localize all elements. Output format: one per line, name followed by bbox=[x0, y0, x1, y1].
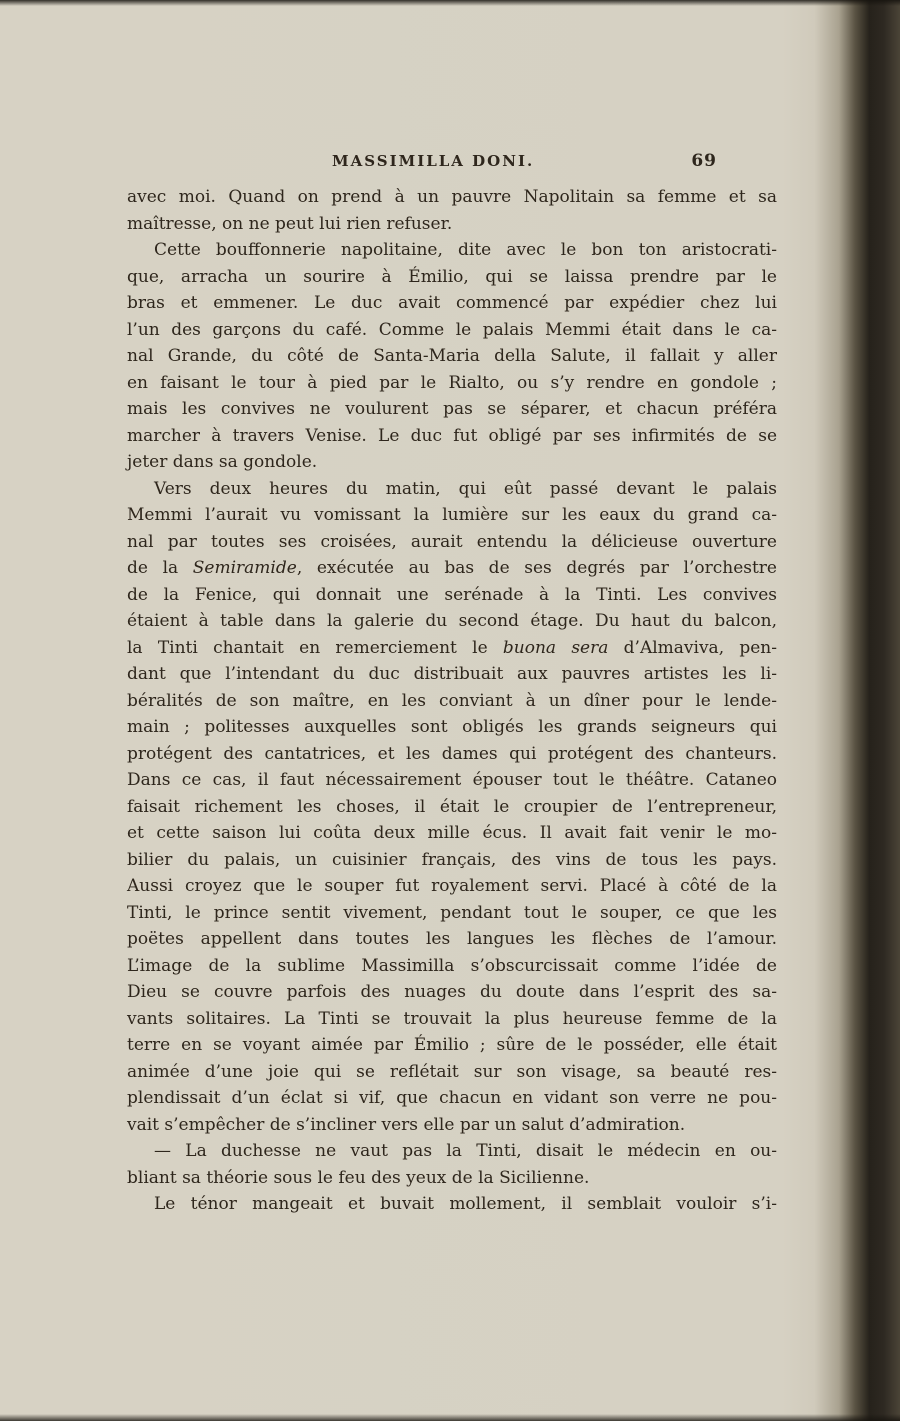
text-segment: animée d’une joie qui se reflétait sur son visage, sa beauté res- bbox=[127, 1061, 777, 1082]
text-segment: marcher à travers Venise. Le duc fut obligé par ses infirmités de se bbox=[127, 425, 777, 446]
text-line bbox=[127, 767, 777, 794]
text-line bbox=[127, 211, 777, 238]
body-text bbox=[127, 184, 777, 1218]
text-segment: étaient à table dans la galerie du second étage. Du haut du balcon, bbox=[127, 611, 777, 631]
text-segment: , exécutée au bas de ses degrés par l’orchestre bbox=[296, 558, 777, 578]
text-segment: bliant sa théorie sous le feu des yeux de la Sicilienne. bbox=[127, 1167, 590, 1188]
text-segment: mais les convives ne voulurent pas se séparer, et chacun préféra bbox=[127, 399, 777, 419]
page-edge-shadow-top bbox=[0, 0, 900, 6]
text-line bbox=[127, 476, 777, 503]
text-line bbox=[127, 370, 777, 397]
text-segment: Dans ce cas, il faut nécessairement épouser tout le théâtre. Cataneo bbox=[127, 770, 777, 790]
text-segment: nal Grande, du côté de Santa-Maria della Salute, il fallait y aller bbox=[127, 346, 777, 366]
text-line bbox=[127, 1032, 777, 1059]
text-segment: L’image de la sublime Massimilla s’obscurcissait comme l’idée de bbox=[127, 955, 777, 976]
text-line bbox=[127, 661, 777, 688]
text-segment: plendissait d’un éclat si vif, que chacun en vidant son verre ne pou- bbox=[127, 1088, 777, 1108]
text-line bbox=[127, 714, 777, 741]
text-line bbox=[127, 1112, 777, 1139]
text-line bbox=[127, 873, 777, 900]
text-segment: d’Almaviva, pen- bbox=[608, 637, 777, 658]
text-segment: de la Fenice, qui donnait une serénade à la Tinti. Les convives bbox=[127, 584, 777, 605]
text-line bbox=[127, 608, 777, 635]
text-segment: protégent des cantatrices, et les dames qui protégent des chanteurs. bbox=[127, 743, 777, 764]
italic-text: buona sera bbox=[502, 637, 609, 658]
text-segment: maîtresse, on ne peut lui rien refuser. bbox=[127, 213, 453, 234]
text-segment: bras et emmener. Le duc avait commencé par expédier chez lui bbox=[127, 293, 777, 313]
page-number: 69 bbox=[691, 151, 717, 171]
text-segment: de la bbox=[127, 558, 193, 578]
text-line bbox=[127, 1006, 777, 1033]
text-line bbox=[127, 264, 777, 291]
text-line bbox=[127, 953, 777, 980]
text-segment: l’un des garçons du café. Comme le palais Memmi était dans le ca- bbox=[127, 319, 777, 340]
text-line bbox=[127, 741, 777, 768]
text-segment: Dieu se couvre parfois des nuages du doute dans l’esprit des sa- bbox=[127, 982, 777, 1002]
text-segment: — La duchesse ne vaut pas la Tinti, disait le médecin en ou- bbox=[154, 1141, 777, 1161]
text-segment: vait s’empêcher de s’incliner vers elle par un salut d’admiration. bbox=[127, 1114, 686, 1135]
text-line bbox=[127, 688, 777, 715]
text-segment: avec moi. Quand on prend à un pauvre Napolitain sa femme et sa bbox=[127, 187, 777, 207]
text-line bbox=[127, 317, 777, 344]
page-content bbox=[127, 152, 777, 1218]
text-segment: la Tinti chantait en remerciement le bbox=[127, 637, 503, 658]
text-segment: que, arracha un sourire à Émilio, qui se laissa prendre par le bbox=[127, 266, 777, 287]
text-line bbox=[127, 423, 777, 450]
running-title: MASSIMILLA DONI. bbox=[332, 152, 535, 170]
text-segment: jeter dans sa gondole. bbox=[127, 452, 318, 472]
paragraph bbox=[127, 184, 777, 237]
text-line bbox=[127, 502, 777, 529]
text-line bbox=[127, 926, 777, 953]
paragraph bbox=[127, 1138, 777, 1191]
paragraph bbox=[127, 476, 777, 1139]
text-segment: Aussi croyez que le souper fut royalement servi. Placé à côté de la bbox=[127, 876, 777, 896]
paragraph bbox=[127, 1191, 777, 1218]
running-header bbox=[127, 152, 777, 178]
text-line bbox=[127, 343, 777, 370]
text-line bbox=[127, 635, 777, 662]
text-segment: vants solitaires. La Tinti se trouvait la plus heureuse femme de la bbox=[127, 1008, 777, 1029]
text-line bbox=[127, 1138, 777, 1165]
text-segment: en faisant le tour à pied par le Rialto, ou s’y rendre en gondole ; bbox=[127, 372, 777, 393]
text-line bbox=[127, 979, 777, 1006]
text-segment: Vers deux heures du matin, qui eût passé devant le palais bbox=[154, 478, 777, 499]
text-segment: Cette bouffonnerie napolitaine, dite avec le bon ton aristocrati- bbox=[154, 240, 777, 260]
text-segment: Tinti, le prince sentit vivement, pendant tout le souper, ce que les bbox=[127, 902, 777, 923]
text-line bbox=[127, 396, 777, 423]
text-segment: Memmi l’aurait vu vomissant la lumière sur les eaux du grand ca- bbox=[127, 505, 777, 525]
text-line bbox=[127, 529, 777, 556]
text-segment: Le ténor mangeait et buvait mollement, il semblait vouloir s’i- bbox=[154, 1194, 777, 1214]
text-segment: et cette saison lui coûta deux mille écus. Il avait fait venir le mo- bbox=[127, 823, 777, 843]
text-line bbox=[127, 794, 777, 821]
text-line bbox=[127, 555, 777, 582]
italic-text: Semiramide bbox=[192, 558, 297, 578]
text-segment: faisait richement les choses, il était le croupier de l’entrepreneur, bbox=[127, 796, 777, 817]
paragraph bbox=[127, 237, 777, 476]
text-line bbox=[127, 449, 777, 476]
text-segment: main ; politesses auxquelles sont obligés les grands seigneurs qui bbox=[127, 717, 777, 737]
text-line bbox=[127, 820, 777, 847]
text-line bbox=[127, 237, 777, 264]
text-segment: poëtes appellent dans toutes les langues les flèches de l’amour. bbox=[127, 929, 777, 949]
text-segment: nal par toutes ses croisées, aurait entendu la délicieuse ouverture bbox=[127, 531, 777, 552]
text-line bbox=[127, 184, 777, 211]
text-line bbox=[127, 1059, 777, 1086]
text-segment: terre en se voyant aimée par Émilio ; sûre de le posséder, elle était bbox=[127, 1035, 777, 1055]
text-line bbox=[127, 290, 777, 317]
text-line bbox=[127, 1165, 777, 1192]
text-line bbox=[127, 847, 777, 874]
page-edge-shadow-bottom bbox=[0, 1414, 900, 1421]
text-line bbox=[127, 582, 777, 609]
text-segment: béralités de son maître, en les conviant à un dîner pour le lende- bbox=[127, 690, 777, 711]
text-line bbox=[127, 1085, 777, 1112]
text-line bbox=[127, 1191, 777, 1218]
text-line bbox=[127, 900, 777, 927]
text-segment: dant que l’intendant du duc distribuait aux pauvres artistes les li- bbox=[127, 664, 777, 684]
text-segment: bilier du palais, un cuisinier français, des vins de tous les pays. bbox=[127, 849, 777, 870]
